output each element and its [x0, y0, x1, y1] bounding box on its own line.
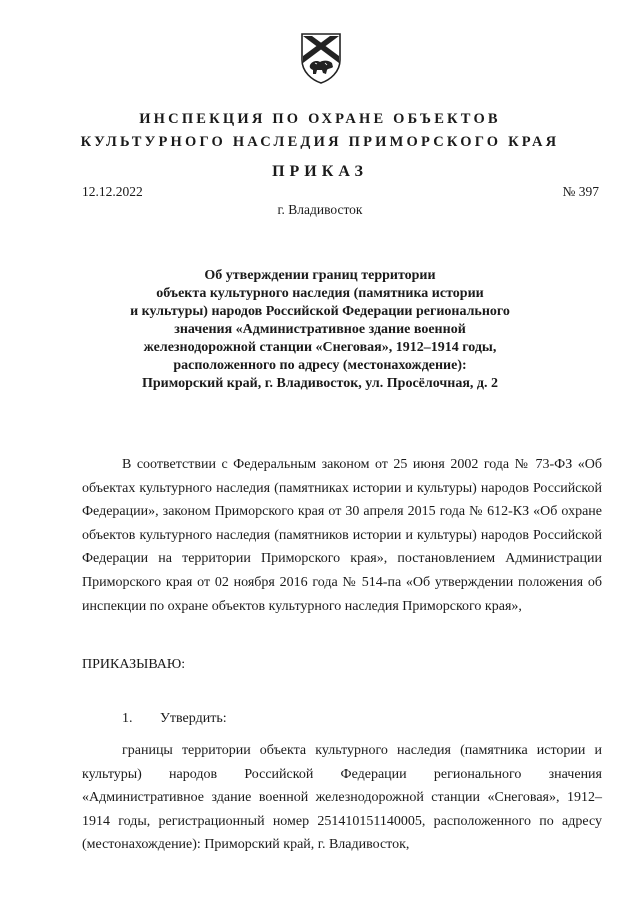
subject-line: Об утверждении границ территории — [204, 268, 436, 283]
document-type-title: ПРИКАЗ — [272, 163, 368, 180]
agency-name-line1: ИНСПЕКЦИЯ ПО ОХРАНЕ ОБЪЕКТОВ — [139, 111, 501, 127]
order-item-text: границы территории объекта культурного наследия (памятника истории и культуры) народов Российской Федерации регионального значения «Административное здание военной железнодорожной станции «Снеговая», 1912–1914 годы, регистрационный номер 251410151140005, расположенного по адресу (местонахождение): Приморский край, г. Владивосток, — [82, 743, 602, 853]
agency-name-line2: КУЛЬТУРНОГО НАСЛЕДИЯ ПРИМОРСКОГО КРАЯ — [80, 134, 560, 150]
order-word: ПРИКАЗЫВАЮ: — [82, 657, 186, 672]
subject-line: расположенного по адресу (местонахождение): — [173, 358, 467, 373]
subject-line: значения «Административное здание военной — [174, 322, 466, 337]
subject-line: Приморский край, г. Владивосток, ул. Просёлочная, д. 2 — [142, 376, 498, 391]
order-item-label: Утвердить: — [160, 711, 227, 726]
coat-of-arms-icon — [300, 32, 342, 84]
document-city: г. Владивосток — [277, 202, 363, 217]
subject-line: и культуры) народов Российской Федерации регионального — [130, 304, 510, 319]
document-date: 12.12.2022 — [82, 184, 143, 199]
document-number: № 397 — [562, 184, 599, 199]
document-subject — [0, 267, 640, 393]
order-item-1 — [122, 711, 227, 727]
subject-line: железнодорожной станции «Снеговая», 1912–1914 годы, — [143, 340, 497, 355]
order-item-number: 1. — [122, 711, 133, 726]
subject-line: объекта культурного наследия (памятника истории — [156, 286, 484, 301]
preamble-paragraph: В соответствии с Федеральным законом от 25 июня 2002 года № 73-ФЗ «Об объектах культурного наследия (памятниках истории и культуры) народов Российской Федерации», законом Приморского края от 30 апреля 2015 года № 612-КЗ «Об охране объектов культурного наследия (памятников истории и культуры) народов Российской Федерации на территории Приморского края», постановлением Администрации Приморского края от 02 ноября 2016 года № 514-па «Об утверждении положения об инспекции по охране объектов культурного наследия Приморского края», — [82, 457, 602, 614]
